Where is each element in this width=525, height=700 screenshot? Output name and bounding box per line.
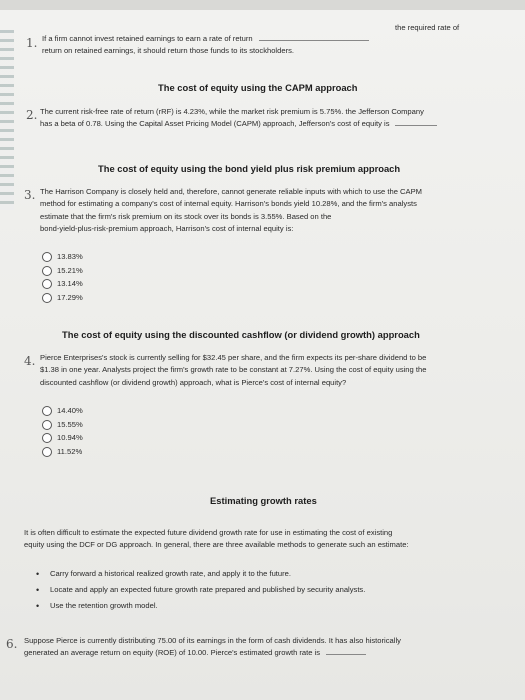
q4-option-b-label: 15.55%	[57, 419, 83, 429]
growth-line-2: equity using the DCF or DG approach. In general, there are three available methods to generate such an estimate:	[24, 540, 409, 550]
left-edge-artifact	[0, 30, 14, 210]
q1-answer-blank[interactable]	[259, 40, 369, 41]
q1-text-before: If a firm cannot invest retained earnings to earn a rate of return	[42, 34, 253, 43]
top-edge	[0, 0, 525, 10]
q3-option-c[interactable]	[42, 277, 83, 291]
bond-yield-heading: The cost of equity using the bond yield plus risk premium approach	[98, 163, 401, 174]
q6-line-2	[24, 647, 520, 659]
q4-option-c[interactable]	[42, 431, 83, 445]
q4-line-2: $1.38 in one year. Analysts project the firm's growth rate to be constant at 7.27%. Using the cost of equity using the	[40, 365, 427, 375]
q2-number: 2.	[26, 108, 38, 122]
growth-method-1: • Carry forward a historical realized growth rate, and apply it to the future.	[36, 566, 516, 582]
q4-option-a[interactable]	[42, 404, 83, 418]
radio-icon[interactable]	[42, 420, 52, 430]
q3-line-2: method for estimating a company's cost of internal equity. Harrison's bonds yield 10.28%, and the firm's analysts	[40, 199, 417, 209]
q3-option-a[interactable]	[42, 250, 83, 264]
q4-option-a-label: 14.40%	[57, 406, 83, 415]
q3-option-d-label: 17.29%	[57, 292, 83, 302]
q4-option-c-label: 10.94%	[57, 433, 83, 443]
q1-text-after: the required rate of	[395, 23, 460, 32]
q3-options	[42, 250, 83, 304]
q4-line-3: discounted cashflow (or dividend growth) approach, what is Pierce's cost of internal equity?	[40, 377, 347, 387]
growth-method-2: • Locate and apply an expected future growth rate prepared and published by security analysts.	[36, 582, 516, 598]
q3-option-a-label: 13.83%	[57, 252, 83, 261]
q1-text	[42, 33, 512, 45]
growth-line-1: It is often difficult to estimate the expected future dividend growth rate for use in estimating the cost of existing	[24, 528, 393, 537]
q3-number: 3.	[24, 188, 36, 202]
radio-icon[interactable]	[42, 406, 52, 416]
q2-answer-blank[interactable]	[395, 125, 437, 126]
capm-heading: The cost of equity using the CAPM approach	[158, 82, 358, 93]
q4-option-d[interactable]	[42, 445, 83, 459]
q3-line-4: bond-yield-plus-risk-premium approach, Harrison's cost of internal equity is:	[40, 224, 294, 234]
q3-option-c-label: 13.14%	[57, 279, 83, 289]
radio-icon[interactable]	[42, 433, 52, 443]
q4-text	[40, 352, 520, 389]
radio-icon[interactable]	[42, 266, 52, 276]
q6-text	[24, 635, 520, 660]
growth-method-3: • Use the retention growth model.	[36, 598, 516, 614]
q6-answer-blank[interactable]	[326, 654, 366, 655]
growth-intro	[24, 527, 520, 552]
radio-icon[interactable]	[42, 447, 52, 457]
q2-line2-text: has a beta of 0.78. Using the Capital Asset Pricing Model (CAPM) approach, Jefferson's cost of equity is	[40, 119, 390, 128]
q4-number: 4.	[24, 354, 36, 368]
q1-number: 1.	[26, 36, 38, 50]
q2-line1: The current risk-free rate of return (rRF) is 4.23%, while the market risk premium is 5.75%. the Jefferson Company	[40, 107, 424, 116]
growth-heading: Estimating growth rates	[210, 495, 317, 506]
radio-icon[interactable]	[42, 252, 52, 262]
q6-line-2-text: generated an average return on equity (ROE) of 10.00. Pierce's estimated growth rate is	[24, 648, 321, 658]
q3-text	[40, 186, 520, 236]
q6-line-1: Suppose Pierce is currently distributing 75.00 of its earnings in the form of cash dividends. It has also historically	[24, 636, 401, 645]
radio-icon[interactable]	[42, 279, 52, 289]
q6-number: 6.	[6, 637, 18, 651]
q4-option-d-label: 11.52%	[57, 446, 83, 456]
q4-option-b[interactable]	[42, 418, 83, 432]
radio-icon[interactable]	[42, 293, 52, 303]
q3-option-b[interactable]	[42, 264, 83, 278]
q3-line-3: estimate that the firm's risk premium on its stock over its bonds is 3.55%. Based on the	[40, 211, 332, 221]
dcf-heading: The cost of equity using the discounted cashflow (or dividend growth) approach	[62, 329, 420, 340]
q4-options	[42, 404, 83, 458]
q3-line-1: The Harrison Company is closely held and, therefore, cannot generate reliable inputs with which to use the CAPM	[40, 187, 422, 196]
q3-option-b-label: 15.21%	[57, 265, 83, 275]
q3-option-d[interactable]	[42, 291, 83, 305]
q1-text-line2: return on retained earnings, it should return those funds to its stockholders.	[42, 46, 295, 55]
q2-line2	[40, 118, 518, 130]
growth-methods-list	[36, 566, 516, 614]
q4-line-1: Pierce Enterprises's stock is currently selling for $32.45 per share, and the firm expects its per-share dividend to be	[40, 353, 427, 362]
